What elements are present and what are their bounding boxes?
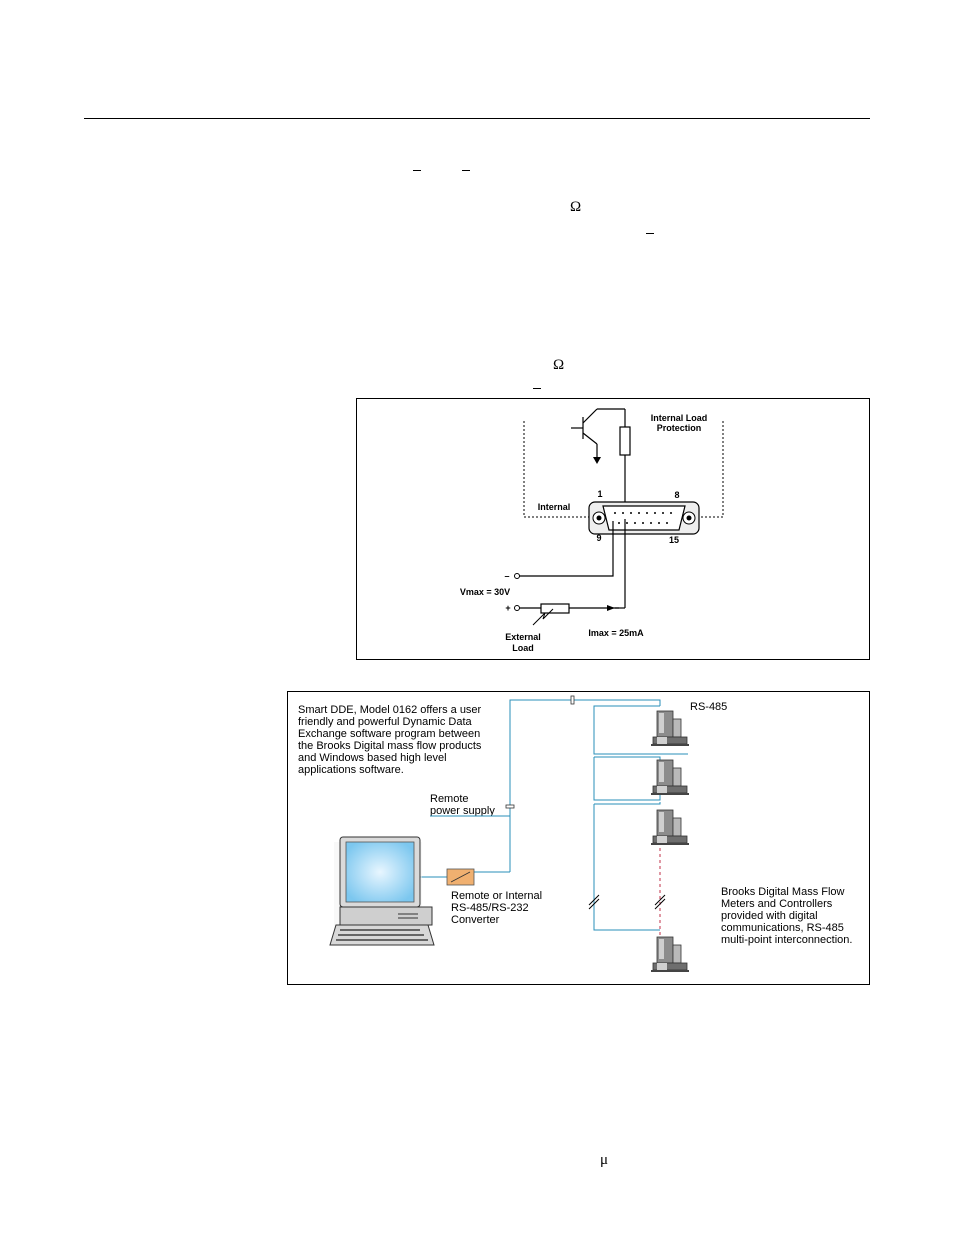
omega-symbol: Ω	[570, 199, 582, 215]
underscore-mark	[533, 388, 541, 389]
remote-power-label-2: power supply	[430, 805, 495, 817]
pin-8-label: 8	[674, 490, 680, 500]
underscore-mark	[413, 170, 421, 171]
mass-flow-device-icon	[651, 711, 689, 746]
power-tap-icon	[506, 805, 514, 808]
db15-connector-icon	[589, 502, 699, 534]
underscore-mark	[462, 170, 470, 171]
wiring-diagram-figure	[356, 398, 870, 660]
break-marks-icon	[589, 895, 665, 909]
brooks-line-2: Meters and Controllers	[721, 898, 833, 910]
smart-dde-line-3: Exchange software program between	[298, 728, 481, 740]
remote-power-label-1: Remote	[430, 793, 469, 805]
internal-boundary-right	[693, 421, 723, 517]
internal-load-label-2: Protection	[656, 423, 702, 433]
rs485-network-figure	[287, 691, 870, 985]
current-arrow-icon	[607, 605, 615, 611]
brooks-line-5: multi-point interconnection.	[721, 934, 853, 946]
converter-label-1: Remote or Internal	[451, 890, 543, 902]
omega-symbol: Ω	[553, 357, 565, 373]
bus-terminator-icon	[571, 696, 574, 704]
internal-load-label-1: Internal Load	[650, 413, 708, 423]
vmax-label: Vmax = 30V	[459, 587, 511, 597]
brooks-line-3: provided with digital	[721, 910, 818, 922]
smart-dde-line-4: the Brooks Digital mass flow products	[298, 740, 482, 752]
computer-icon	[330, 837, 434, 945]
converter-label-3: Converter	[451, 914, 500, 926]
positive-terminal	[515, 606, 520, 611]
smart-dde-line-6: applications software.	[298, 764, 404, 776]
header-rule	[84, 118, 870, 119]
mass-flow-device-icon	[651, 760, 689, 795]
brooks-line-4: communications, RS-485	[721, 922, 844, 934]
smart-dde-description	[298, 704, 482, 776]
mu-symbol: μ	[600, 1152, 609, 1168]
plus-label: +	[505, 603, 511, 613]
wiring-diagram-svg	[357, 399, 869, 659]
minus-label: –	[504, 571, 510, 581]
converter-label-2: RS-485/RS-232	[451, 902, 529, 914]
negative-terminal	[515, 574, 520, 579]
smart-dde-line-2: friendly and powerful Dynamic Data	[298, 716, 472, 728]
transistor-icon	[571, 409, 625, 464]
pin-9-label: 9	[596, 533, 602, 543]
smart-dde-line-5: and Windows based high level	[298, 752, 447, 764]
underscore-mark	[646, 233, 654, 234]
protection-resistor	[620, 427, 630, 455]
rs485-network-svg	[288, 692, 869, 984]
converter-box-icon	[447, 869, 474, 885]
internal-label: Internal	[537, 502, 571, 512]
mass-flow-device-icon	[651, 810, 689, 845]
external-load-label-1: External	[505, 632, 541, 642]
brooks-line-1: Brooks Digital Mass Flow	[721, 886, 845, 898]
pin-1-label: 1	[597, 489, 603, 499]
pin-15-label: 15	[668, 535, 680, 545]
external-load-label-2: Load	[512, 643, 534, 653]
mass-flow-device-icon	[651, 937, 689, 972]
smart-dde-line-1: Smart DDE, Model 0162 offers a user	[298, 704, 482, 716]
rs485-label: RS-485	[690, 701, 728, 713]
imax-label: Imax = 25mA	[588, 628, 644, 638]
brooks-description	[721, 886, 852, 946]
external-load-resistor	[541, 604, 569, 613]
